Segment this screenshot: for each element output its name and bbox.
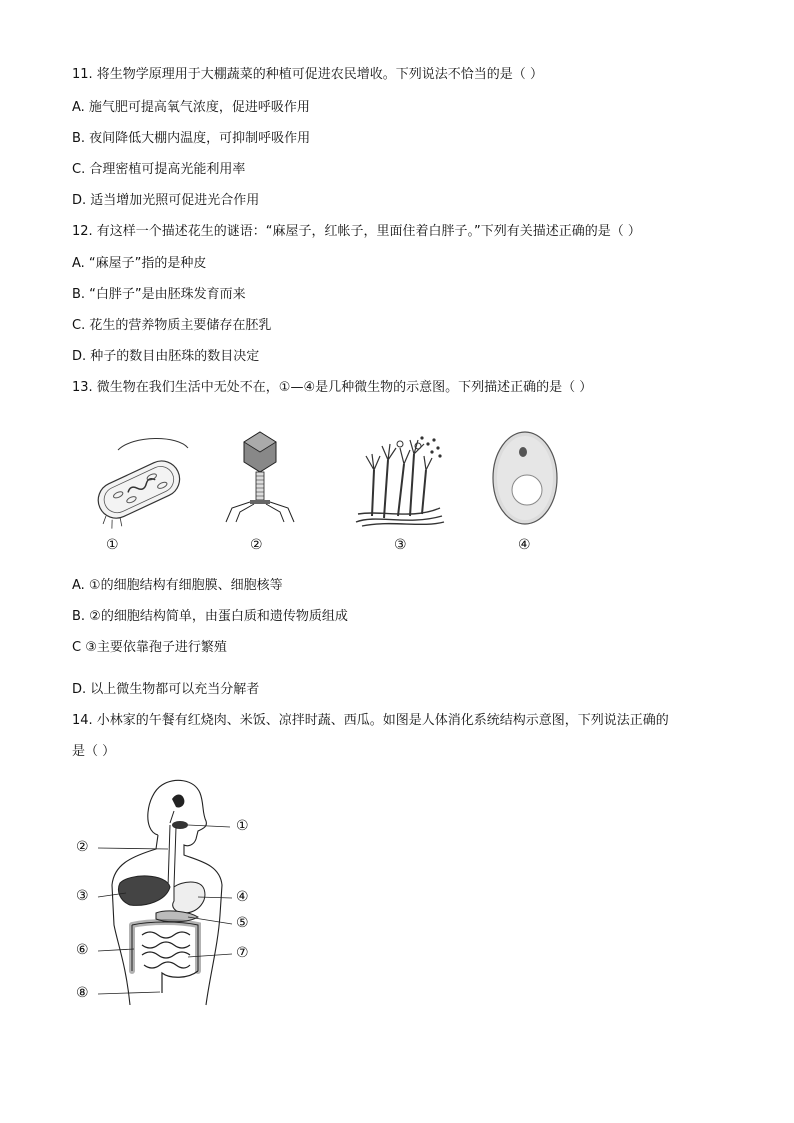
q12-option-b: B. “白胖子”是由胚珠发育而来 [72, 287, 246, 302]
digestive-label-6: ⑥ [76, 942, 89, 958]
digestive-label-2: ② [76, 839, 89, 855]
q14-stem-line-2: 是（ ） [72, 744, 116, 759]
q12-option-a: A. “麻屋子”指的是种皮 [72, 256, 207, 271]
q11-option-a: A. 施气肥可提高氧气浓度，促进呼吸作用 [72, 100, 310, 115]
bacterium-figure [88, 430, 198, 530]
q11-option-c: C. 合理密植可提高光能利用率 [72, 162, 246, 177]
q13-option-c: C ③主要依靠孢子进行繁殖 [72, 640, 227, 655]
figure-label-2: ② [250, 537, 263, 553]
yeast-figure [490, 428, 560, 528]
q13-option-d: D. 以上微生物都可以充当分解者 [72, 682, 260, 697]
digestive-label-5: ⑤ [236, 915, 249, 931]
q13-stem: 13. 微生物在我们生活中无处不在，①—④是几种微生物的示意图。下列描述正确的是（ ） [72, 380, 593, 395]
phage-figure [220, 430, 300, 525]
q14-stem-line-1: 14. 小林家的午餐有红烧肉、米饭、凉拌时蔬、西瓜。如图是人体消化系统结构示意图，下列说法正确的 [72, 713, 669, 728]
digestive-label-8: ⑧ [76, 985, 89, 1001]
q13-option-b: B. ②的细胞结构简单，由蛋白质和遗传物质组成 [72, 609, 348, 624]
digestive-label-4: ④ [236, 889, 249, 905]
q12-option-d: D. 种子的数目由胚珠的数目决定 [72, 349, 260, 364]
q11-option-d: D. 适当增加光照可促进光合作用 [72, 193, 260, 208]
q12-stem: 12. 有这样一个描述花生的谜语：“麻屋子，红帐子，里面住着白胖子。”下列有关描述正确的是（ ） [72, 224, 641, 239]
q13-option-a: A. ①的细胞结构有细胞膜、细胞核等 [72, 578, 283, 593]
digestive-label-1: ① [236, 818, 249, 834]
q11-option-b: B. 夜间降低大棚内温度，可抑制呼吸作用 [72, 131, 311, 146]
figure-label-4: ④ [518, 537, 531, 553]
mold-figure [352, 430, 447, 530]
digestive-label-7: ⑦ [236, 945, 249, 961]
q11-stem: 11. 将生物学原理用于大棚蔬菜的种植可促进农民增收。下列说法不恰当的是（ ） [72, 67, 543, 82]
q12-option-c: C. 花生的营养物质主要储存在胚乳 [72, 318, 272, 333]
figure-label-1: ① [106, 537, 119, 553]
figure-label-3: ③ [394, 537, 407, 553]
digestive-label-3: ③ [76, 888, 89, 904]
